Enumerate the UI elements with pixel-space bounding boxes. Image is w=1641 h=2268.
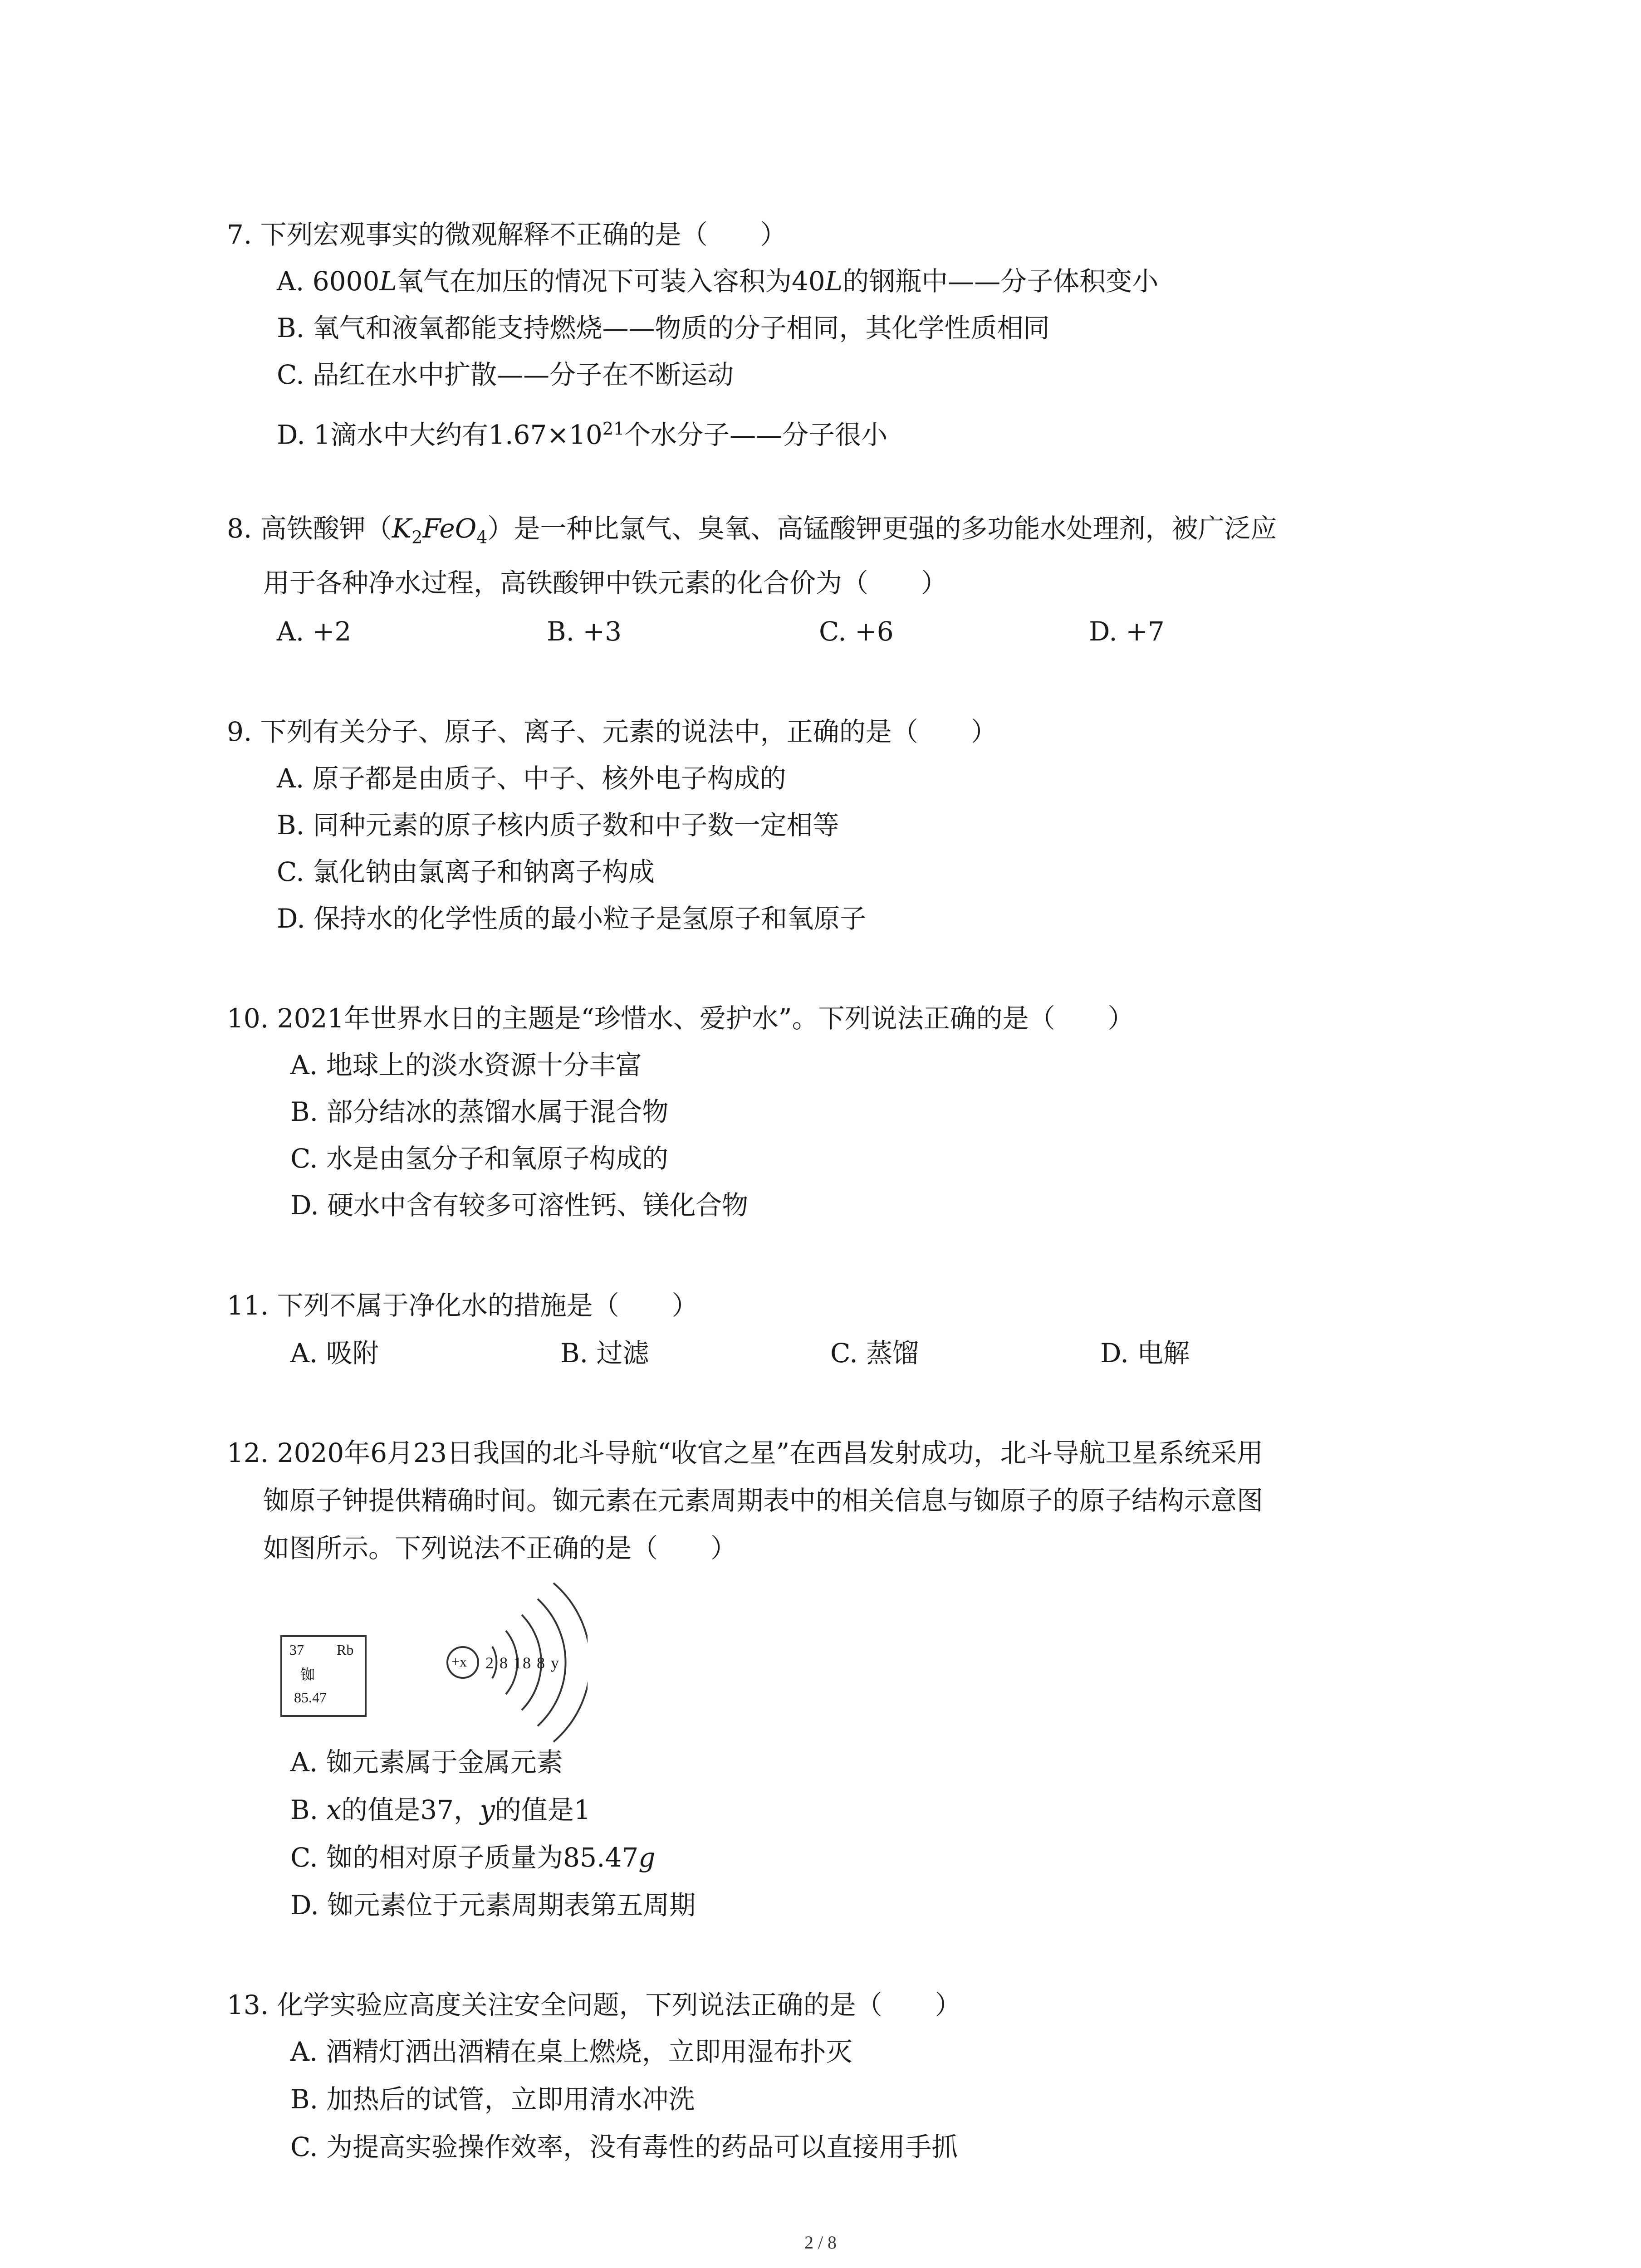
q9-option-b: B. 同种元素的原子核内质子数和中子数一定相等 <box>277 810 839 841</box>
q7-option-b: B. 氧气和液氧都能支持燃烧——物质的分子相同，其化学性质相同 <box>277 313 1050 343</box>
q8-option-d: D. +7 <box>1089 616 1165 647</box>
q12-option-b: B. x的值是37，y的值是1 <box>290 1794 591 1825</box>
q7-stem: 7. 下列宏观事实的微观解释不正确的是（ ） <box>227 219 787 250</box>
q11-option-c: C. 蒸馏 <box>830 1338 919 1369</box>
q12-stem-line1: 12. 2020年6月23日我国的北斗导航“收官之星”在西昌发射成功，北斗导航卫星系统采用 <box>227 1437 1264 1468</box>
atomic-mass: 85.47 <box>294 1689 327 1706</box>
q12-option-a: A. 铷元素属于金属元素 <box>290 1747 563 1778</box>
q11-option-b: B. 过滤 <box>560 1338 649 1369</box>
q12-option-d: D. 铷元素位于元素周期表第五周期 <box>290 1890 696 1921</box>
q8-option-c: C. +6 <box>819 616 894 647</box>
q8-stem-line2: 用于各种净水过程，高铁酸钾中铁元素的化合价为（ ） <box>263 567 948 598</box>
atom-structure-diagram <box>442 1576 588 1753</box>
q13-option-b: B. 加热后的试管，立即用清水冲洗 <box>290 2084 695 2115</box>
electron-counts: 2 8 18 8 y <box>485 1654 560 1672</box>
element-name: 铷 <box>300 1666 315 1683</box>
q10-option-c: C. 水是由氢分子和氧原子构成的 <box>290 1143 669 1174</box>
q11-stem: 11. 下列不属于净化水的措施是（ ） <box>227 1290 698 1321</box>
q10-stem: 10. 2021年世界水日的主题是“珍惜水、爱护水”。下列说法正确的是（ ） <box>227 1003 1134 1034</box>
atomic-number: 37 <box>289 1642 304 1658</box>
q10-option-b: B. 部分结冰的蒸馏水属于混合物 <box>290 1096 669 1127</box>
q13-stem: 13. 化学实验应高度关注安全问题，下列说法正确的是（ ） <box>227 1989 961 2020</box>
q8-stem-line1: 8. 高铁酸钾$(K_2FeO_4)$是一种比氯气、臭氧、高锰酸钾更强的多功能水处理剂，被广泛应 <box>227 513 1277 547</box>
q7-option-d: D. 1滴水中大约有$1.67\times 10^{21}$个水分子——分子很小 <box>277 419 888 450</box>
q12-stem-line2: 铷原子钟提供精确时间。铷元素在元素周期表中的相关信息与铷原子的原子结构示意图 <box>263 1485 1264 1516</box>
q10-option-d: D. 硬水中含有较多可溶性钙、镁化合物 <box>290 1190 749 1221</box>
q12-stem-line3: 如图所示。下列说法不正确的是（ ） <box>263 1533 737 1564</box>
q9-option-d: D. 保持水的化学性质的最小粒子是氢原子和氧原子 <box>277 903 867 934</box>
q7-option-c: C. 品红在水中扩散——分子在不断运动 <box>277 359 734 390</box>
element-cell-rubidium <box>280 1635 367 1717</box>
q10-option-a: A. 地球上的淡水资源十分丰富 <box>290 1050 642 1080</box>
q11-option-d: D. 电解 <box>1100 1338 1190 1369</box>
q13-option-c: C. 为提高实验操作效率，没有毒性的药品可以直接用手抓 <box>290 2131 958 2162</box>
q8-option-a: A. +2 <box>277 616 352 647</box>
nucleus-charge: +x <box>451 1653 467 1670</box>
element-symbol: Rb <box>337 1642 354 1658</box>
q9-option-a: A. 原子都是由质子、中子、核外电子构成的 <box>277 763 786 794</box>
q8-option-b: B. +3 <box>547 616 622 647</box>
q12-option-c: C. 铷的相对原子质量为85.47g <box>290 1842 656 1873</box>
q13-option-a: A. 酒精灯洒出酒精在桌上燃烧，立即用湿布扑灭 <box>290 2036 852 2067</box>
q11-option-a: A. 吸附 <box>290 1338 379 1369</box>
q9-stem: 9. 下列有关分子、原子、离子、元素的说法中，正确的是（ ） <box>227 716 997 747</box>
q9-option-c: C. 氯化钠由氯离子和钠离子构成 <box>277 856 655 887</box>
q7-option-a: A. 6000L氧气在加压的情况下可装入容积为40L的钢瓶中——分子体积变小 <box>277 266 1159 297</box>
page-number: 2 / 8 <box>804 2232 837 2253</box>
